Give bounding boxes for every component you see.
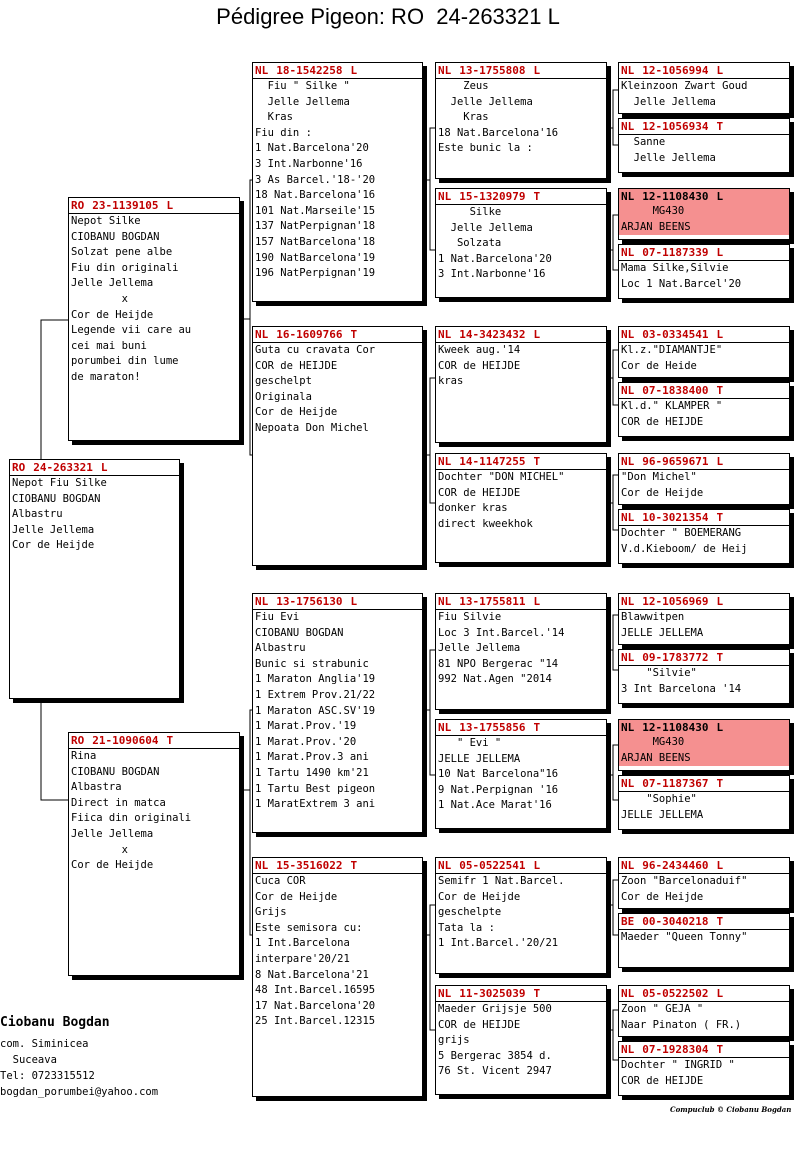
breeder-line: Suceava	[0, 1054, 57, 1066]
pigeon-card-g2[interactable]	[618, 118, 790, 173]
pigeon-card-g8[interactable]	[618, 509, 790, 564]
ring-number: 12-1056994	[642, 64, 709, 77]
ring-country: NL	[621, 120, 635, 133]
ring-country: NL	[438, 987, 452, 1000]
ring-sex: L	[716, 987, 724, 1000]
pigeon-info-line: Kl.d." KLAMPER "	[621, 400, 723, 412]
pigeon-info-line: Dochter " BOEMERANG	[621, 527, 742, 539]
pigeon-info-line: 1 Int.Barcelona	[255, 937, 350, 950]
pigeon-info-line: 48 Int.Barcel.16595	[255, 984, 376, 997]
ring-country: NL	[621, 384, 635, 397]
pigeon-info-line: 137 NatPerpignan'18	[255, 220, 376, 233]
ring-header	[619, 914, 789, 929]
pigeon-card-g7[interactable]	[618, 453, 790, 505]
pigeon-info-line: Jelle Jellema	[71, 277, 154, 290]
pigeon-info-line: CIOBANU BOGDAN	[12, 492, 101, 505]
pigeon-info-line: Blawwitpen	[621, 611, 685, 623]
pigeon-info-line: ARJAN BEENS	[619, 751, 789, 767]
ring-number: 05-0522502	[642, 987, 709, 1000]
pigeon-info-line: 76 St. Vicent 2947	[438, 1065, 552, 1078]
pigeon-info-line: Fiu Silvie	[438, 611, 502, 623]
pigeon-info-line: " Evi "	[438, 737, 502, 749]
ring-header	[436, 454, 606, 469]
pigeon-info-line: Zoon " GEJA "	[621, 1003, 704, 1015]
pigeon-info-line: Este bunic la :	[438, 142, 533, 155]
pigeon-card-g14[interactable]	[618, 913, 790, 968]
ring-country: NL	[438, 721, 452, 734]
ring-header	[619, 1042, 789, 1057]
ring-sex: L	[166, 199, 174, 212]
ring-country: NL	[438, 190, 452, 203]
ring-header	[619, 454, 789, 469]
pigeon-info-line: 17 Nat.Barcelona'20	[255, 999, 376, 1012]
ring-header	[619, 776, 789, 791]
pigeon-info-line: Cor de Heijde	[71, 859, 154, 872]
pigeon-card-g15[interactable]	[618, 985, 790, 1037]
pigeon-info-line: V.d.Kieboom/ de Heij	[621, 542, 748, 555]
pigeon-info-line: donker kras	[438, 502, 508, 515]
ring-country: NL	[621, 721, 635, 734]
ring-number: 96-2434460	[642, 859, 709, 872]
pigeon-info-line: Loc 1 Nat.Barcel'20	[621, 277, 742, 290]
pigeon-info-line: Cor de Heijde	[12, 539, 95, 552]
pigeon-info-line: ARJAN BEENS	[619, 220, 789, 236]
pigeon-card-ddd[interactable]	[435, 985, 607, 1095]
ring-number: 18-1542258	[276, 64, 343, 77]
ring-number: 00-3040218	[642, 915, 709, 928]
ring-header	[619, 720, 789, 735]
ring-country: NL	[438, 328, 452, 341]
pigeon-info-line: grijs	[438, 1034, 470, 1047]
ring-sex: T	[350, 328, 358, 341]
breeder-phone: Tel: 0723315512	[0, 1070, 95, 1082]
pigeon-info-line: Fiu " Silke "	[255, 80, 350, 92]
pigeon-info-line: Kras	[255, 111, 293, 124]
ring-country: NL	[255, 595, 269, 608]
pigeon-info-line: Jelle Jellema	[621, 95, 716, 108]
ring-country: NL	[621, 651, 635, 664]
ring-country: NL	[621, 1043, 635, 1056]
ring-header	[619, 189, 789, 204]
ring-header	[253, 858, 422, 873]
ring-number: 12-1108430	[642, 190, 709, 203]
ring-header	[619, 650, 789, 665]
ring-number: 12-1056934	[642, 120, 709, 133]
pigeon-info-line: 992 Nat.Agen "2014	[438, 673, 552, 686]
ring-header	[10, 460, 179, 475]
ring-number: 13-1755808	[459, 64, 526, 77]
ring-number: 09-1783772	[642, 651, 709, 664]
pigeon-card-sire-dam[interactable]	[252, 326, 423, 566]
ring-sex: T	[716, 915, 724, 928]
pigeon-info-line: COR de HEIJDE	[438, 486, 521, 499]
pigeon-info-line: Albastru	[12, 508, 63, 521]
ring-country: NL	[621, 987, 635, 1000]
pigeon-info-line: Originala	[255, 390, 312, 403]
pigeon-info-line: Rina	[71, 750, 97, 762]
pigeon-info-line: Albastra	[71, 781, 122, 794]
ring-sex: T	[716, 384, 724, 397]
pigeon-info-line: JELLE JELLEMA	[438, 752, 521, 765]
pigeon-info-line: 3 Int.Narbonne'16	[438, 268, 546, 281]
ring-sex: L	[716, 64, 724, 77]
ring-sex: T	[716, 651, 724, 664]
ring-country: NL	[621, 64, 635, 77]
ring-sex: L	[716, 721, 724, 734]
pigeon-info-line: 18 Nat.Barcelona'16	[438, 126, 559, 139]
ring-sex: L	[100, 461, 108, 474]
pigeon-card-subject[interactable]	[9, 459, 180, 699]
ring-header	[436, 986, 606, 1001]
pigeon-info-line: 101 Nat.Marseile'15	[255, 204, 376, 217]
pigeon-info-line: Cor de Heijde	[621, 890, 704, 903]
ring-sex: T	[533, 190, 541, 203]
ring-sex: L	[716, 246, 724, 259]
ring-sex: T	[716, 1043, 724, 1056]
pigeon-info-line: MG430	[619, 735, 789, 751]
ring-number: 05-0522541	[459, 859, 526, 872]
pigeon-info-line: 1 Tartu 1490 km'21	[255, 766, 369, 779]
breeder-info	[0, 1015, 158, 1100]
ring-sex: L	[533, 859, 541, 872]
ring-number: 13-1756130	[276, 595, 343, 608]
pigeon-card-g1[interactable]	[618, 62, 790, 114]
pigeon-info-line: 3 Int Barcelona '14	[621, 682, 742, 695]
pigeon-info-line: geschelpt	[255, 375, 312, 388]
pigeon-info-line: Solzata	[438, 237, 502, 250]
pigeon-info-line: Cor de Heijde	[71, 308, 154, 321]
ring-number: 24-263321	[33, 461, 93, 474]
pigeon-info-line: Cuca COR	[255, 875, 306, 887]
pigeon-info-line: Naar Pinaton ( FR.)	[621, 1018, 742, 1031]
pigeon-info-line: JELLE JELLEMA	[621, 808, 704, 821]
ring-header	[436, 720, 606, 735]
pigeon-info-line: Albastru	[255, 642, 306, 655]
ring-header	[619, 986, 789, 1001]
ring-header	[436, 594, 606, 609]
pigeon-card-sdd[interactable]	[435, 453, 607, 563]
pigeon-card-dam-sire[interactable]	[252, 593, 423, 833]
ring-sex: T	[716, 511, 724, 524]
pigeon-info-line: Kleinzoon Zwart Goud	[621, 80, 748, 92]
pigeon-info-line: 9 Nat.Perpignan '16	[438, 783, 559, 796]
pigeon-info-line: 3 Int.Narbonne'16	[255, 157, 363, 170]
ring-number: 15-3516022	[276, 859, 343, 872]
pigeon-info-line: 1 Int.Barcel.'20/21	[438, 937, 559, 950]
ring-header	[253, 327, 422, 342]
ring-number: 96-9659671	[642, 455, 709, 468]
pigeon-info-line: Tata la :	[438, 921, 495, 934]
pigeon-info-line: COR de HEIJDE	[621, 415, 704, 428]
pigeon-card-g6[interactable]	[618, 382, 790, 437]
ring-country: NL	[621, 455, 635, 468]
pigeon-info-line: Solzat pene albe	[71, 246, 173, 259]
ring-header	[253, 594, 422, 609]
ring-number: 12-1056969	[642, 595, 709, 608]
pigeon-info-line: 1 Tartu Best pigeon	[255, 782, 376, 795]
ring-sex: T	[716, 120, 724, 133]
pigeon-info-line: Cor de Heijde	[438, 890, 521, 903]
pigeon-info-line: Cor de Heijde	[255, 406, 338, 419]
pigeon-info-line: 1 Nat.Barcelona'20	[438, 252, 552, 265]
ring-header	[436, 63, 606, 78]
ring-header	[619, 594, 789, 609]
pigeon-info-line: 1 Marat.Prov.3 ani	[255, 751, 369, 764]
ring-number: 11-3025039	[459, 987, 526, 1000]
ring-country: NL	[621, 859, 635, 872]
ring-sex: L	[350, 64, 358, 77]
pigeon-info-line: kras	[438, 375, 464, 388]
pigeon-info-line: Dochter "DON MICHEL"	[438, 471, 565, 483]
pigeon-info-line: Fiu din originali	[71, 261, 179, 274]
ring-country: NL	[438, 64, 452, 77]
pigeon-info-line: x	[71, 843, 128, 856]
ring-country: NL	[255, 64, 269, 77]
pigeon-info-line: 1 Maraton Anglia'19	[255, 673, 376, 686]
pigeon-card-g4[interactable]	[618, 244, 790, 299]
pigeon-info-line: 1 Nat.Ace Marat'16	[438, 799, 552, 812]
ring-country: NL	[621, 595, 635, 608]
ring-header	[619, 245, 789, 260]
pigeon-info-line: "Sophie"	[621, 793, 697, 805]
pigeon-info-line: Kras	[438, 111, 489, 124]
pigeon-info-line: 1 MaratExtrem 3 ani	[255, 798, 376, 811]
pigeon-card-g3[interactable]	[618, 188, 790, 240]
ring-sex: T	[716, 777, 724, 790]
pigeon-info-line: Bunic si strabunic	[255, 657, 369, 670]
pigeon-info-line: Guta cu cravata Cor	[255, 344, 376, 356]
pigeon-info-line: Sanne	[621, 136, 666, 148]
pigeon-info-line: CIOBANU BOGDAN	[71, 230, 160, 243]
pigeon-info-line: Silke	[438, 206, 502, 218]
ring-sex: L	[533, 595, 541, 608]
ring-header	[69, 733, 239, 748]
ring-sex: L	[716, 859, 724, 872]
ring-header	[619, 383, 789, 398]
pigeon-info-line: CIOBANU BOGDAN	[71, 765, 160, 778]
pigeon-info-line: de maraton!	[71, 370, 141, 383]
pigeon-info-line: 196 NatPerpignan'19	[255, 267, 376, 280]
pigeon-info-line: Jelle Jellema	[621, 151, 716, 164]
pigeon-info-line: 8 Nat.Barcelona'21	[255, 968, 369, 981]
pigeon-info-line: Maeder Grijsje 500	[438, 1003, 552, 1015]
ring-number: 13-1755811	[459, 595, 526, 608]
pigeon-info-line: Mama Silke,Silvie	[621, 262, 729, 274]
pigeon-info-line: 5 Bergerac 3854 d.	[438, 1049, 552, 1062]
ring-country: NL	[438, 595, 452, 608]
ring-sex: L	[716, 328, 724, 341]
ring-country: RO	[71, 734, 85, 747]
ring-header	[436, 327, 606, 342]
pigeon-card-g10[interactable]	[618, 649, 790, 704]
pigeon-info-line: 1 Marat.Prov.'20	[255, 735, 357, 748]
pigeon-card-g13[interactable]	[618, 857, 790, 909]
ring-header	[69, 198, 239, 213]
pigeon-card-sire[interactable]	[68, 197, 240, 441]
pigeon-info-line: Jelle Jellema	[12, 523, 95, 536]
pigeon-card-dds[interactable]	[435, 857, 607, 974]
ring-country: NL	[621, 328, 635, 341]
pigeon-info-line: 18 Nat.Barcelona'16	[255, 189, 376, 202]
ring-number: 07-1928304	[642, 1043, 709, 1056]
pigeon-info-line: Este semisora cu:	[255, 921, 363, 934]
ring-country: NL	[621, 511, 635, 524]
pigeon-info-line: COR de HEIJDE	[621, 1074, 704, 1087]
pigeon-card-g16[interactable]	[618, 1041, 790, 1096]
ring-header	[619, 119, 789, 134]
ring-header	[619, 327, 789, 342]
pigeon-info-line: porumbei din lume	[71, 355, 179, 368]
ring-sex: L	[350, 595, 358, 608]
pigeon-info-line: Cor de Heijde	[621, 486, 704, 499]
ring-number: 12-1108430	[642, 721, 709, 734]
ring-sex: L	[716, 595, 724, 608]
pigeon-info-line: Kl.z."DIAMANTJE"	[621, 344, 723, 356]
pigeon-info-line: 81 NPO Bergerac "14	[438, 657, 559, 670]
breeder-line: com. Siminicea	[0, 1038, 89, 1050]
pigeon-info-line: Nepoata Don Michel	[255, 421, 369, 434]
ring-number: 16-1609766	[276, 328, 343, 341]
pigeon-card-dam-dam[interactable]	[252, 857, 423, 1097]
pigeon-info-line: "Don Michel"	[621, 471, 697, 483]
pigeon-info-line: Jelle Jellema	[438, 95, 533, 108]
ring-country: RO	[71, 199, 85, 212]
pigeon-info-line: CIOBANU BOGDAN	[255, 626, 344, 639]
pigeon-card-ssd[interactable]	[435, 188, 607, 298]
pigeon-info-line: 157 NatBarcelona'18	[255, 235, 376, 248]
ring-header	[619, 63, 789, 78]
ring-number: 03-0334541	[642, 328, 709, 341]
ring-header	[619, 858, 789, 873]
pigeon-info-line: Zoon "Barcelonaduif"	[621, 875, 748, 887]
ring-number: 14-1147255	[459, 455, 526, 468]
pigeon-info-line: 25 Int.Barcel.12315	[255, 1015, 376, 1028]
pigeon-info-line: Cor de Heide	[621, 359, 697, 372]
ring-sex: L	[716, 190, 724, 203]
ring-sex: T	[533, 455, 541, 468]
breeder-email[interactable]: bogdan_porumbei@yahoo.com	[0, 1086, 159, 1098]
pigeon-info-line: Zeus	[438, 80, 489, 92]
ring-number: 15-1320979	[459, 190, 526, 203]
ring-header	[436, 189, 606, 204]
ring-country: NL	[438, 455, 452, 468]
pigeon-card-dss[interactable]	[435, 593, 607, 710]
ring-number: 14-3423432	[459, 328, 526, 341]
pigeon-info-line: 10 Nat Barcelona"16	[438, 768, 559, 781]
pigeon-info-line: Jelle Jellema	[255, 95, 350, 108]
pigeon-info-line: Nepot Fiu Silke	[12, 477, 107, 489]
ring-sex: T	[533, 987, 541, 1000]
pigeon-card-g5[interactable]	[618, 326, 790, 378]
pigeon-info-line: Semifr 1 Nat.Barcel.	[438, 875, 565, 887]
ring-header	[436, 858, 606, 873]
pigeon-info-line: 1 Marat.Prov.'19	[255, 720, 357, 733]
pigeon-info-line: Jelle Jellema	[71, 827, 154, 840]
pigeon-info-line: 1 Nat.Barcelona'20	[255, 142, 369, 155]
ring-country: NL	[621, 777, 635, 790]
pigeon-info-line: direct kweekhok	[438, 517, 533, 530]
pigeon-info-line: Jelle Jellema	[438, 221, 533, 234]
breeder-name: Ciobanu Bogdan	[0, 1015, 110, 1030]
pigeon-card-g9[interactable]	[618, 593, 790, 645]
pigeon-info-line: Direct in matca	[71, 796, 166, 809]
footer-credit: Compuclub © Ciobanu Bogdan	[670, 1105, 792, 1114]
pigeon-card-g11[interactable]	[618, 719, 790, 771]
pigeon-info-line: Nepot Silke	[71, 215, 141, 227]
page-title: Pédigree Pigeon: RO 24-263321 L	[216, 4, 560, 29]
ring-sex: L	[533, 64, 541, 77]
pigeon-info-line: JELLE JELLEMA	[621, 626, 704, 639]
ring-number: 23-1139105	[92, 199, 159, 212]
pigeon-card-dsd[interactable]	[435, 719, 607, 829]
pigeon-info-line: Fiu din :	[255, 126, 312, 139]
pigeon-info-line: Fiu Evi	[255, 611, 300, 623]
pigeon-info-line: 3 As Barcel.'18-'20	[255, 173, 376, 186]
ring-country: NL	[438, 859, 452, 872]
pigeon-info-line: COR de HEIJDE	[255, 359, 338, 372]
pigeon-card-sire-sire[interactable]	[252, 62, 423, 302]
pigeon-info-line: Dochter " INGRID "	[621, 1059, 735, 1071]
ring-number: 13-1755856	[459, 721, 526, 734]
pigeon-info-line: Grijs	[255, 906, 287, 919]
pigeon-info-line: "Silvie"	[621, 667, 697, 679]
ring-number: 10-3021354	[642, 511, 709, 524]
ring-sex: T	[166, 734, 174, 747]
pigeon-info-line: COR de HEIJDE	[438, 359, 521, 372]
pigeon-card-g12[interactable]	[618, 775, 790, 830]
pigeon-info-line: Loc 3 Int.Barcel.'14	[438, 626, 565, 639]
ring-country: BE	[621, 915, 635, 928]
pigeon-info-line: cei mai buni	[71, 339, 147, 352]
ring-header	[619, 510, 789, 525]
pigeon-info-line: MG430	[619, 204, 789, 220]
ring-sex: L	[716, 455, 724, 468]
pigeon-info-line: 190 NatBarcelona'19	[255, 251, 376, 264]
ring-country: NL	[255, 328, 269, 341]
pigeon-info-line: Kweek aug.'14	[438, 344, 521, 356]
ring-number: 21-1090604	[92, 734, 159, 747]
pigeon-info-line: 1 Maraton ASC.SV'19	[255, 704, 376, 717]
ring-country: RO	[12, 461, 26, 474]
pigeon-card-sss[interactable]	[435, 62, 607, 179]
pigeon-info-line: COR de HEIJDE	[438, 1018, 521, 1031]
ring-sex: T	[533, 721, 541, 734]
pigeon-card-sds[interactable]	[435, 326, 607, 443]
ring-number: 07-1187367	[642, 777, 709, 790]
ring-country: NL	[255, 859, 269, 872]
ring-header	[253, 63, 422, 78]
ring-number: 07-1187339	[642, 246, 709, 259]
ring-country: NL	[621, 190, 635, 203]
pigeon-info-line: interpare'20/21	[255, 952, 350, 965]
pigeon-info-line: geschelpte	[438, 906, 502, 919]
pigeon-info-line: 1 Extrem Prov.21/22	[255, 688, 376, 701]
ring-sex: T	[350, 859, 358, 872]
ring-sex: L	[533, 328, 541, 341]
pigeon-info-line: Jelle Jellema	[438, 642, 521, 655]
pigeon-info-line: x	[71, 292, 128, 305]
pigeon-info-line: Fiica din originali	[71, 812, 192, 825]
pigeon-info-line: Cor de Heijde	[255, 890, 338, 903]
pigeon-info-line: Legende vii care au	[71, 324, 192, 337]
pigeon-info-line: Maeder "Queen Tonny"	[621, 931, 748, 943]
ring-country: NL	[621, 246, 635, 259]
ring-number: 07-1838400	[642, 384, 709, 397]
pigeon-card-dam[interactable]	[68, 732, 240, 976]
